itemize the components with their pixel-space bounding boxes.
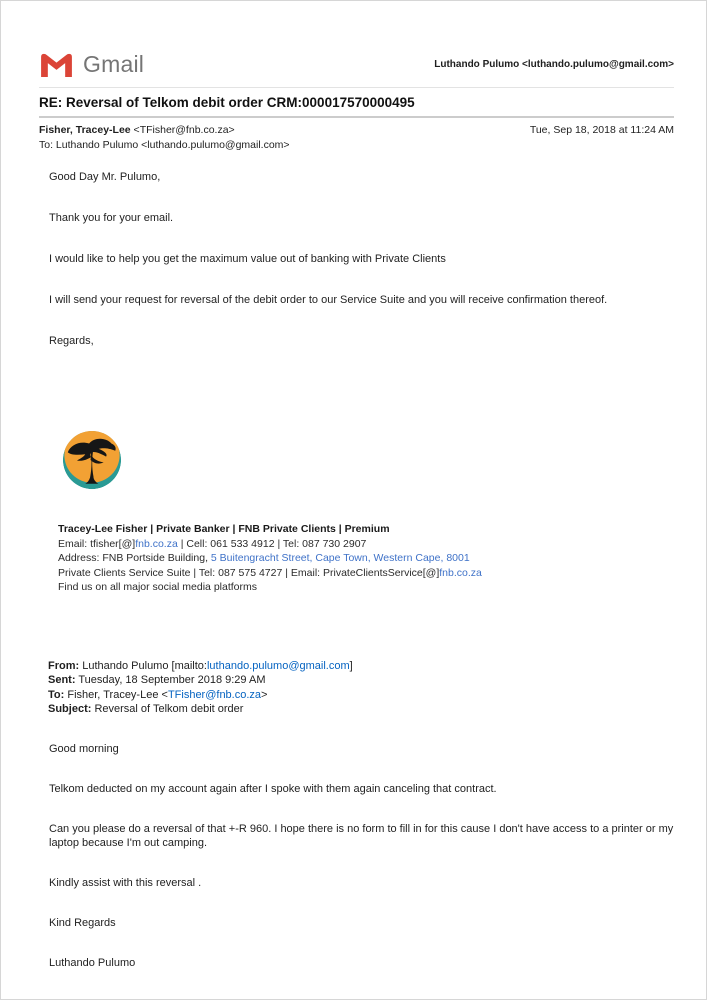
quoted-to-line: To: Fisher, Tracey-Lee <TFisher@fnb.co.za>	[48, 688, 268, 701]
fnb-acacia-tree-logo-icon	[61, 429, 123, 491]
quoted-from-email-link[interactable]: luthando.pulumo@gmail.com	[206, 659, 350, 672]
body-paragraph: Good Day Mr. Pulumo,	[49, 171, 161, 183]
signature-block	[58, 522, 674, 595]
quoted-paragraph: Kindly assist with this reversal .	[49, 876, 202, 889]
body-paragraph: Regards,	[49, 335, 94, 347]
quoted-to-email-link[interactable]: TFisher@fnb.co.za	[167, 688, 262, 701]
header-divider	[39, 87, 674, 88]
quoted-paragraph: Kind Regards	[49, 916, 116, 929]
sender-line	[39, 124, 290, 136]
body-paragraph: I will send your request for reversal of the debit order to our Service Suite and you will receive confirmation thereof.	[49, 294, 608, 306]
quoted-paragraph: Telkom deducted on my account again after I spoke with them again canceling that contract.	[49, 782, 497, 795]
quoted-paragraph: Luthando Pulumo	[49, 956, 136, 969]
gmail-m-icon	[39, 52, 74, 78]
signature-title: Tracey-Lee Fisher | Private Banker | FNB Private Clients | Premium	[58, 523, 390, 535]
subject-divider	[39, 116, 674, 118]
message-date: Tue, Sep 18, 2018 at 11:24 AM	[529, 124, 674, 136]
message-meta	[39, 124, 674, 151]
signature-email-link[interactable]: fnb.co.za	[135, 537, 178, 550]
body-paragraph: Thank you for your email.	[49, 212, 174, 224]
sender-name: Fisher, Tracey-Lee	[39, 124, 131, 136]
quoted-headers	[48, 659, 674, 717]
reply-paragraphs	[49, 170, 674, 348]
print-header	[39, 1, 674, 78]
signature-email-line: Email: tfisher[@]fnb.co.za | Cell: 061 533 4912 | Tel: 087 730 2907	[58, 537, 367, 550]
quoted-from-line: From: Luthando Pulumo [mailto:luthando.pulumo@gmail.com]	[48, 659, 353, 672]
quoted-body-paragraphs	[49, 742, 674, 970]
quoted-sent-line: Sent: Tuesday, 18 September 2018 9:29 AM	[48, 674, 266, 687]
gmail-wordmark: Gmail	[83, 51, 145, 77]
signature-service-line: Private Clients Service Suite | Tel: 087 575 4727 | Email: PrivateClientsService[@]fnb.co.za	[58, 566, 482, 579]
quoted-paragraph: Good morning	[49, 742, 119, 755]
signature-address-line: Address: FNB Portside Building, 5 Buitengracht Street, Cape Town, Western Cape, 8001	[58, 552, 470, 565]
signature-service-email-link[interactable]: fnb.co.za	[439, 566, 482, 579]
body-paragraph: I would like to help you get the maximum value out of banking with Private Clients	[49, 253, 446, 265]
quoted-paragraph: Can you please do a reversal of that +-R 960. I hope there is no form to fill in for this cause I don't have access to a printer or my laptop because I'm out camping.	[49, 822, 674, 849]
email-subject: RE: Reversal of Telkom debit order CRM:000017570000495	[39, 95, 415, 110]
quoted-subject-line: Subject: Reversal of Telkom debit order	[48, 703, 244, 716]
sender-block	[39, 124, 290, 151]
gmail-logo	[39, 51, 144, 78]
signature-address-link[interactable]: 5 Buitengracht Street, Cape Town, Western Cape, 8001	[210, 552, 470, 565]
sender-email: <TFisher@fnb.co.za>	[130, 124, 235, 136]
message-body	[39, 170, 674, 970]
recipient-line: To: Luthando Pulumo <luthando.pulumo@gmail.com>	[39, 139, 290, 151]
account-identity: Luthando Pulumo <luthando.pulumo@gmail.com>	[434, 59, 674, 70]
signature-social-line: Find us on all major social media platforms	[58, 581, 257, 594]
